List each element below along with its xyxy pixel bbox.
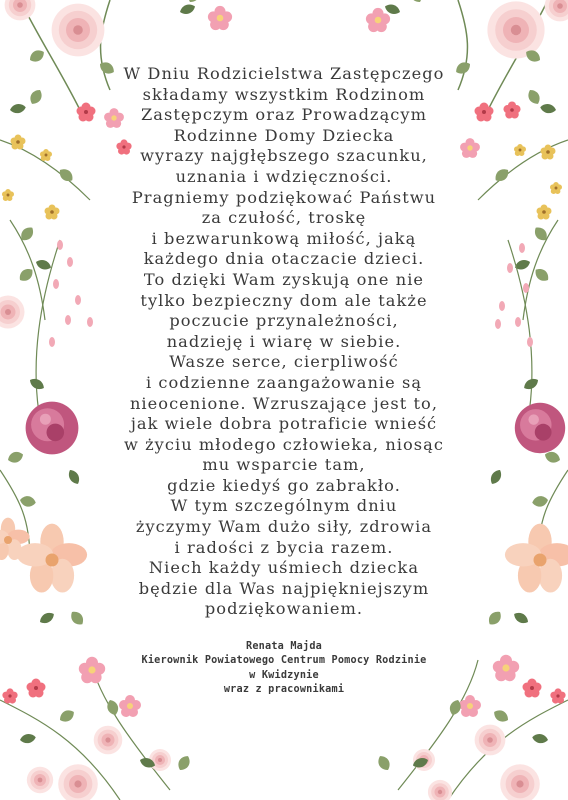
signature-team: wraz z pracownikami [223, 684, 345, 696]
message-line: jak wiele dobra potraficie wnieść [130, 414, 438, 434]
message-line: W Dniu Rodzicielstwa Zastępczego [123, 64, 445, 83]
message-line: za czułość, troskę [201, 208, 367, 228]
message-line: mu wsparcie tam, [202, 455, 366, 475]
message-line: i bezwarunkową miłość, jaką [151, 228, 417, 248]
message-line: nadzieję i wiarę w siebie. [166, 331, 402, 351]
signature-block [84, 640, 484, 698]
message-line: podziękowaniem. [204, 599, 364, 619]
message-line: Zastępczym oraz Prowadzącym [140, 105, 428, 125]
message-line: W tym szczególnym dniu [170, 496, 398, 516]
signature-role: Kierownik Powiatowego Centrum Pomocy Rodzinie [141, 655, 427, 667]
message-line: wyrazy najgłębszego szacunku, [140, 146, 428, 166]
message-line: To dzięki Wam zyskują one nie [143, 269, 425, 289]
left-side-florals [0, 240, 93, 628]
message-line: uznania i wdzięczności. [175, 166, 393, 186]
greeting-message [100, 64, 468, 620]
message-line: nieocenione. Wzruszające jest to, [129, 393, 439, 413]
message-line: gdzie kiedyś go zabrakło. [167, 475, 401, 495]
message-line: składamy wszystkim Rodzinom [142, 84, 426, 104]
message-line: Rodzinne Domy Dziecka [173, 125, 395, 145]
message-line: Wasze serce, cierpliwość [169, 352, 399, 372]
message-line: życzymy Wam dużo siły, zdrowia [135, 517, 433, 537]
message-line: będzie dla Was najpiękniejszym [138, 578, 430, 598]
message-line: Pragniemy podziękować Państwu [131, 187, 437, 207]
message-line: i radości z bycia razem. [174, 537, 394, 557]
message-line: Niech każdy uśmiech dziecka [148, 558, 420, 578]
message-line: tylko bezpieczny dom ale także [140, 290, 428, 310]
signature-place: w Kwidzynie [249, 669, 319, 681]
message-line: poczucie przynależności, [169, 311, 399, 331]
message-line: i codzienne zaangażowanie są [145, 372, 423, 392]
message-line: każdego dnia otaczacie dzieci. [143, 249, 425, 269]
signature-name: Renata Majda [245, 641, 322, 652]
message-line: w życiu młodego człowieka, niosąc [123, 434, 444, 454]
